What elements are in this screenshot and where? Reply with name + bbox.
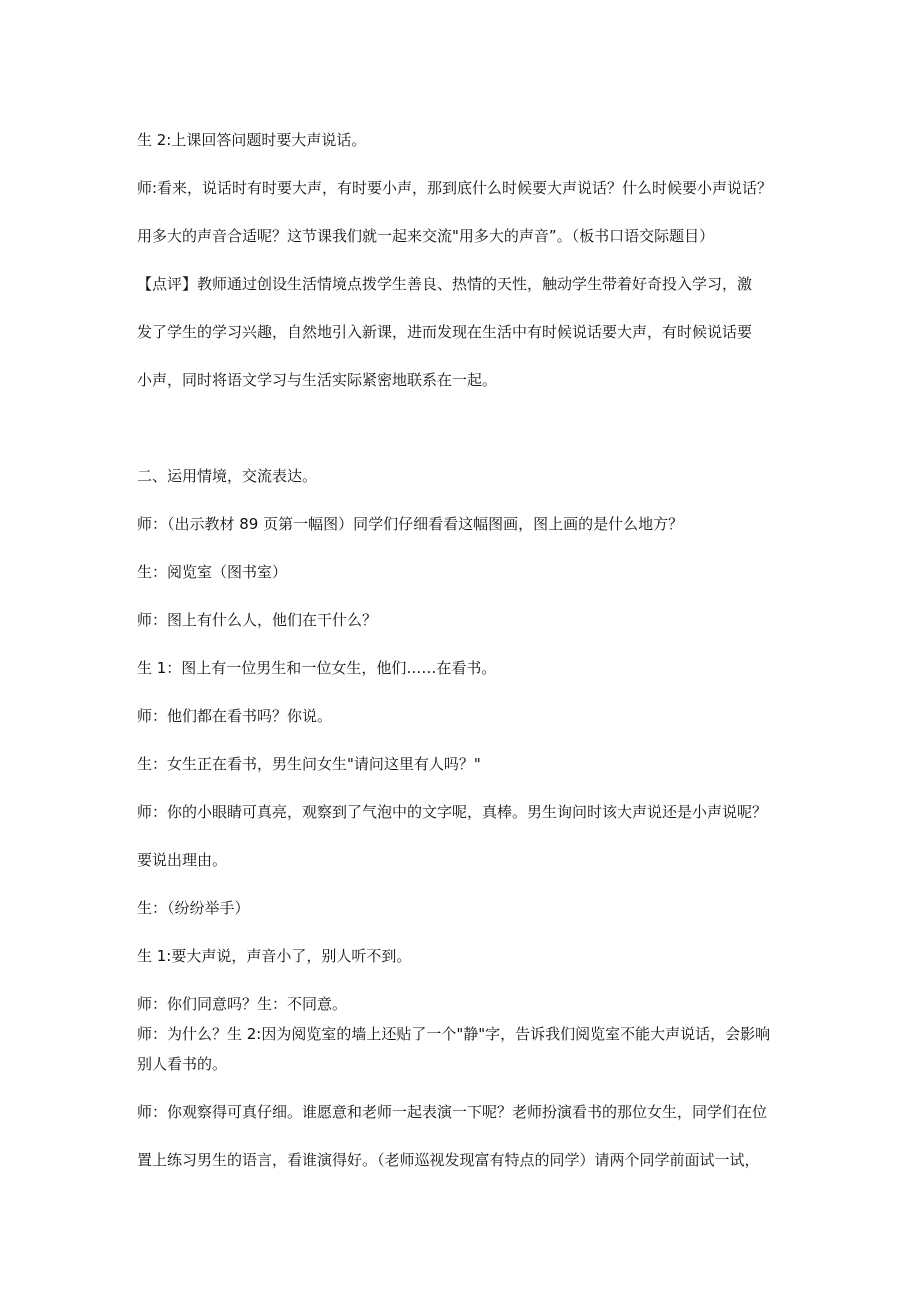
text-line: 师：为什么？生 2:因为阅览室的墙上还贴了一个"静"字，告诉我们阅览室不能大声说话，会影响 [137, 1025, 771, 1043]
text-line: 置上练习男生的语言，看谁演得好。（老师巡视发现富有特点的同学）请两个同学前面试一试， [137, 1151, 760, 1169]
text-line: 要说出理由。 [137, 851, 228, 869]
text-line: 用多大的声音合适呢？这节课我们就一起来交流"用多大的声音”。（板书口语交际题目） [137, 227, 715, 245]
section-heading: 二、运用情境，交流表达。 [137, 467, 318, 485]
text-line: 师：你们同意吗？生：不同意。 [137, 995, 348, 1013]
text-line: 生 2:上课回答问题时要大声说话。 [137, 131, 367, 149]
text-line: 师：（出示教材 89 页第一幅图）同学们仔细看看这幅图画，图上画的是什么地方？ [137, 515, 684, 533]
text-line: 师：你的小眼睛可真亮，观察到了气泡中的文字呢，真棒。男生询问时该大声说还是小声说呢？ [137, 803, 768, 821]
text-line: 师:看来，说话时有时要大声，有时要小声，那到底什么时候要大声说话？什么时候要小声说话？ [137, 179, 773, 197]
text-line: 师：你观察得可真仔细。谁愿意和老师一起表演一下呢？老师扮演看书的那位女生，同学们在位 [137, 1103, 768, 1121]
text-line: 别人看书的。 [137, 1055, 228, 1073]
text-line: 小声，同时将语文学习与生活实际紧密地联系在一起。 [137, 371, 498, 389]
text-line: 生 1：图上有一位男生和一位女生，他们……在看书。 [137, 659, 497, 677]
text-line: 生 1:要大声说，声音小了，别人听不到。 [137, 947, 412, 965]
text-line: 生：女生正在看书，男生问女生"请问这里有人吗？" [137, 755, 481, 773]
text-line: 【点评】教师通过创设生活情境点拨学生善良、热情的天性，触动学生带着好奇投入学习，激 [137, 275, 753, 293]
text-line: 师：图上有什么人，他们在干什么？ [137, 611, 378, 629]
text-line: 发了学生的学习兴趣，自然地引入新课，进而发现在生活中有时候说话要大声，有时候说话要 [137, 323, 753, 341]
text-line: 师：他们都在看书吗？你说。 [137, 707, 333, 725]
text-line: 生：（纷纷举手） [137, 899, 250, 917]
text-line: 生：阅览室（图书室） [137, 563, 288, 581]
